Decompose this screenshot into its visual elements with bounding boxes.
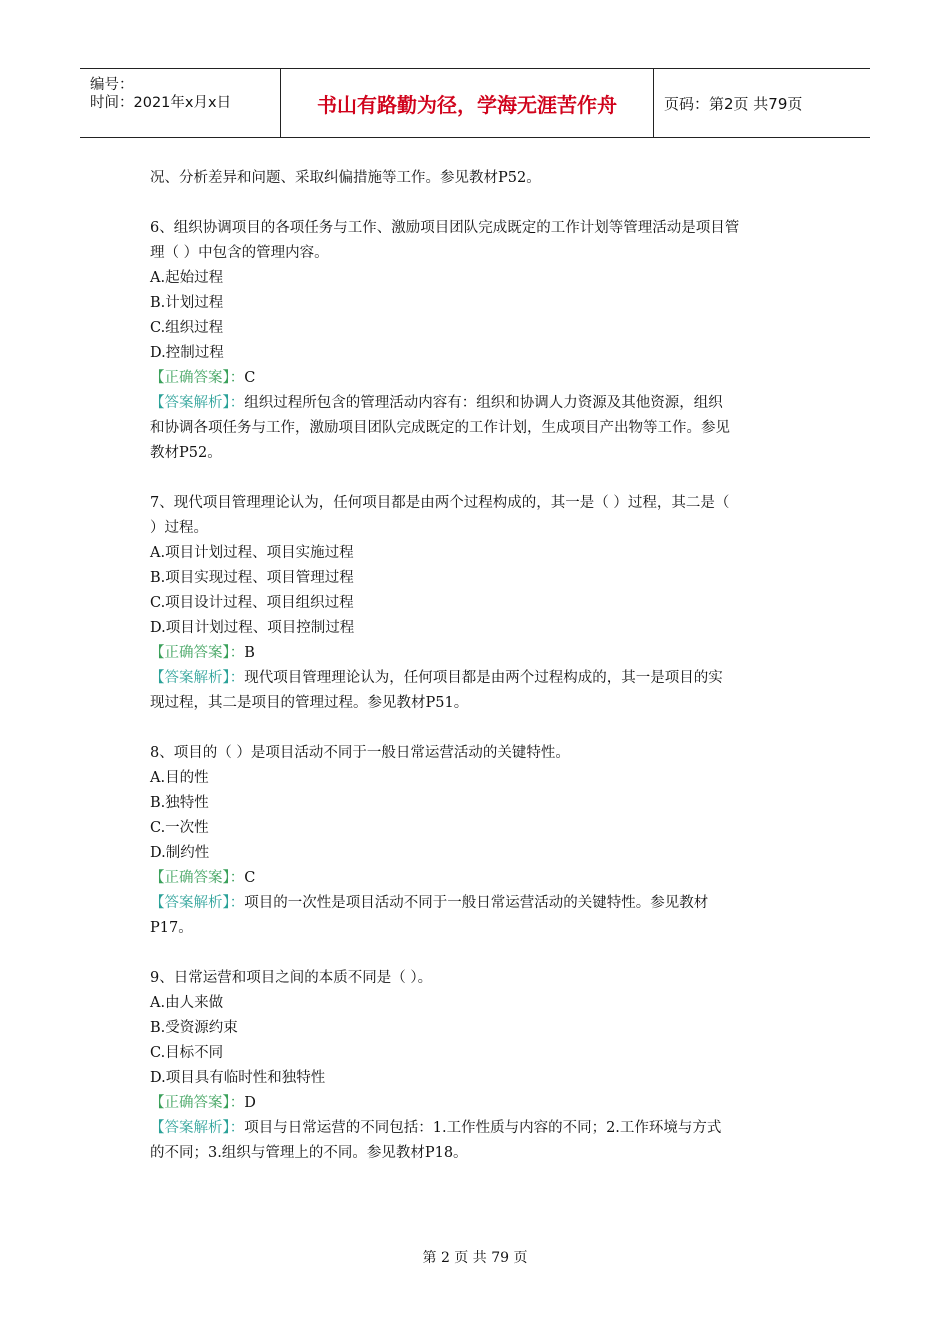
correct-answer-label: 【正确答案】： — [150, 645, 245, 661]
answer-option: B.计划过程 — [150, 295, 224, 311]
answer-option: D.制约性 — [150, 845, 210, 861]
answer-option: D.项目具有临时性和独特性 — [150, 1070, 326, 1086]
question-stem: 7、现代项目管理理论认为，任何项目都是由两个过程构成的，其一是（ ）过程，其二是（ — [150, 495, 730, 511]
intro-line: 况、分析差异和问题、采取纠偏措施等工作。参见教材P52。 — [150, 170, 541, 186]
header-meta — [80, 69, 280, 137]
analysis-line — [150, 1116, 800, 1141]
analysis-label: 【答案解析】： — [150, 895, 245, 911]
page-header — [80, 68, 870, 138]
analysis-line: 的不同；3.组织与管理上的不同。参见教材P18。 — [150, 1145, 468, 1161]
analysis-line — [150, 391, 800, 416]
analysis-line: 教材P52。 — [150, 445, 222, 461]
question-stem: 理（ ）中包含的管理内容。 — [150, 245, 329, 261]
answer-option: A.由人来做 — [150, 995, 224, 1011]
correct-answer-value: C — [244, 870, 256, 886]
correct-answer-label: 【正确答案】： — [150, 370, 245, 386]
answer-option: B.独特性 — [150, 795, 209, 811]
answer-option: A.目的性 — [150, 770, 209, 786]
analysis-line — [150, 666, 800, 691]
analysis-text: 项目的一次性是项目活动不同于一般日常运营活动的关键特性。参见教材 — [244, 895, 709, 911]
question-block — [150, 216, 800, 466]
question-spacer — [150, 466, 800, 491]
analysis-line: 现过程，其二是项目的管理过程。参见教材P51。 — [150, 695, 469, 711]
question-stem: ）过程。 — [150, 520, 208, 536]
question-block — [150, 491, 800, 716]
answer-option: A.项目计划过程、项目实施过程 — [150, 545, 354, 561]
analysis-label: 【答案解析】： — [150, 1120, 245, 1136]
correct-answer-value: D — [244, 1095, 256, 1111]
header-motto: 书山有路勤为径，学海无涯苦作舟 — [317, 92, 617, 117]
analysis-line: 和协调各项任务与工作，激励项目团队完成既定的工作计划，生成项目产出物等工作。参见 — [150, 420, 730, 436]
question-stem: 6、组织协调项目的各项任务与工作、激励项目团队完成既定的工作计划等管理活动是项目管 — [150, 220, 740, 236]
answer-option: B.受资源约束 — [150, 1020, 238, 1036]
analysis-line — [150, 891, 800, 916]
answer-option: C.组织过程 — [150, 320, 224, 336]
answer-option: C.目标不同 — [150, 1045, 224, 1061]
correct-answer-line — [150, 866, 800, 891]
correct-answer-label: 【正确答案】： — [150, 1095, 245, 1111]
answer-option: A.起始过程 — [150, 270, 224, 286]
analysis-text: 组织过程所包含的管理活动内容有：组织和协调人力资源及其他资源，组织 — [244, 395, 723, 411]
correct-answer-value: B — [244, 645, 255, 661]
analysis-label: 【答案解析】： — [150, 670, 245, 686]
analysis-text: 项目与日常运营的不同包括：1.工作性质与内容的不同；2.工作环境与方式 — [244, 1120, 722, 1136]
analysis-line: P17。 — [150, 920, 193, 936]
question-stem: 9、日常运营和项目之间的本质不同是（ ）。 — [150, 970, 433, 986]
question-block — [150, 741, 800, 941]
correct-answer-line — [150, 641, 800, 666]
answer-option: B.项目实现过程、项目管理过程 — [150, 570, 354, 586]
answer-option: D.项目计划过程、项目控制过程 — [150, 620, 355, 636]
time-label: 时间：2021年x月x日 — [90, 95, 232, 111]
correct-answer-line — [150, 366, 800, 391]
header-page-info: 页码：第2页 共79页 — [664, 94, 803, 113]
answer-option: C.一次性 — [150, 820, 209, 836]
document-body — [150, 166, 800, 1166]
question-spacer — [150, 941, 800, 966]
page-footer: 第 2 页 共 79 页 — [422, 1250, 528, 1266]
answer-option: C.项目设计过程、项目组织过程 — [150, 595, 354, 611]
correct-answer-value: C — [244, 370, 256, 386]
serial-label: 编号： — [90, 77, 134, 93]
question-stem: 8、项目的（ ）是项目活动不同于一般日常运营活动的关键特性。 — [150, 745, 570, 761]
answer-option: D.控制过程 — [150, 345, 224, 361]
question-spacer — [150, 191, 800, 216]
question-block — [150, 966, 800, 1166]
analysis-text: 现代项目管理理论认为，任何项目都是由两个过程构成的，其一是项目的实 — [244, 670, 723, 686]
analysis-label: 【答案解析】： — [150, 395, 245, 411]
correct-answer-line — [150, 1091, 800, 1116]
question-spacer — [150, 716, 800, 741]
correct-answer-label: 【正确答案】： — [150, 870, 245, 886]
